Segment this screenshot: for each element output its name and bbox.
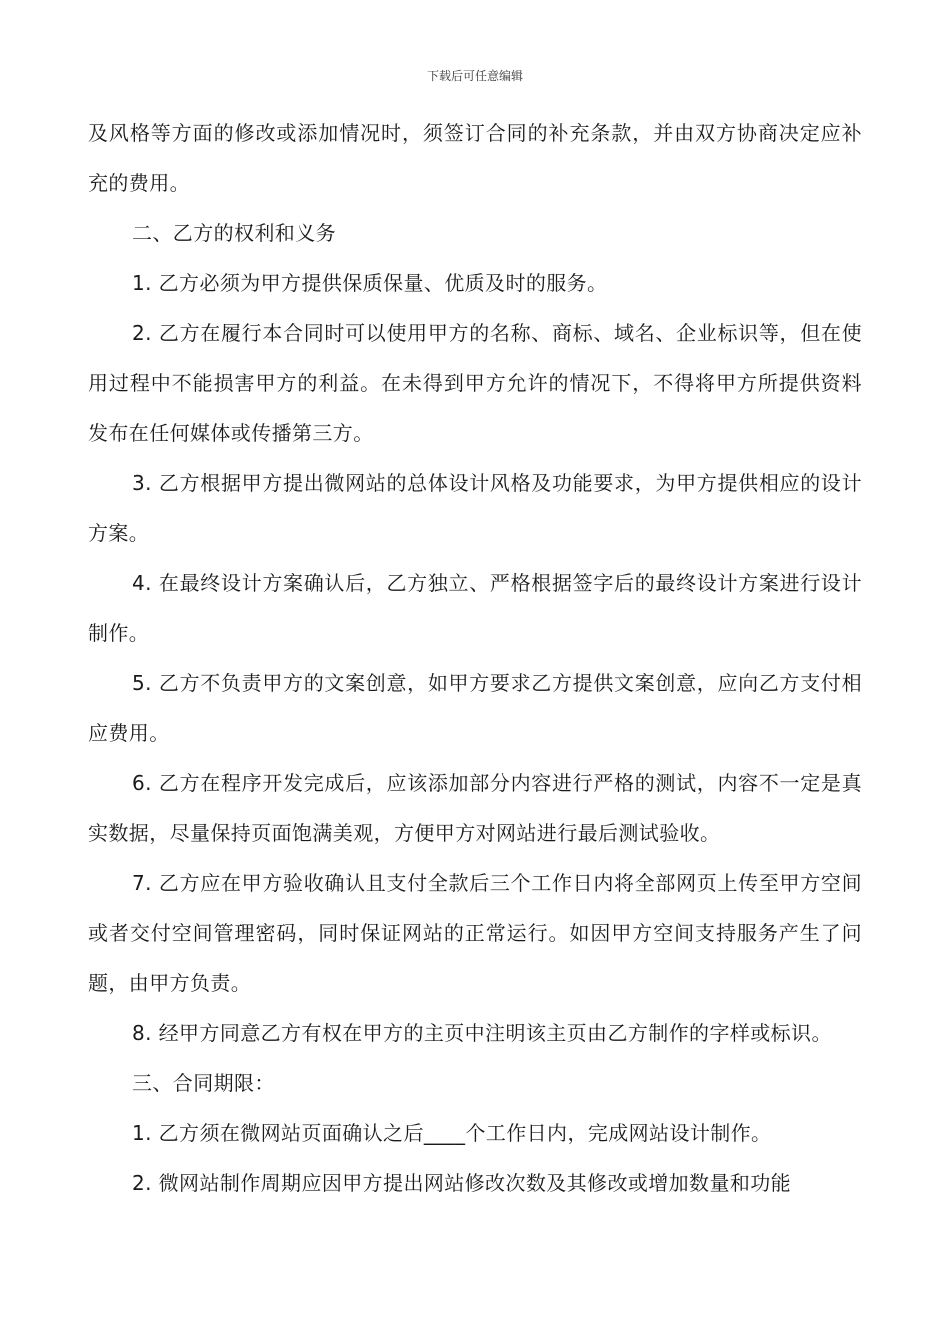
section-heading-party-b-rights: 二、乙方的权利和义务 [132,221,336,245]
page-header: 下载后可任意编辑 [426,69,523,83]
clause-item-4: 4. 在最终设计方案确认后，乙方独立、严格根据签字后的最终设计方案进行设计制作。 [88,571,862,645]
term-item-1: 1. 乙方须在微网站页面确认之后____个工作日内，完成网站设计制作。 [132,1121,772,1145]
clause-item-8: 8. 经甲方同意乙方有权在甲方的主页中注明该主页由乙方制作的字样或标识。 [132,1021,832,1045]
section-heading-contract-term: 三、合同期限： [132,1071,275,1095]
term-item-2: 2. 微网站制作周期应因甲方提出网站修改次数及其修改或增加数量和功能 [132,1171,792,1195]
clause-item-1: 1. 乙方必须为甲方提供保质保量、优质及时的服务。 [132,271,608,295]
contract-body [88,108,862,1208]
clause-item-3: 3. 乙方根据甲方提出微网站的总体设计风格及功能要求，为甲方提供相应的设计方案。 [88,471,862,545]
clause-item-5: 5. 乙方不负责甲方的文案创意，如甲方要求乙方提供文案创意，应向乙方支付相应费用。 [88,671,862,745]
clause-item-6: 6. 乙方在程序开发完成后，应该添加部分内容进行严格的测试，内容不一定是真实数据，尽量保持页面饱满美观，方便甲方对网站进行最后测试验收。 [88,771,862,845]
paragraph-continuation: 及风格等方面的修改或添加情况时，须签订合同的补充条款，并由双方协商决定应补充的费用。 [88,121,862,195]
clause-item-7: 7. 乙方应在甲方验收确认且支付全款后三个工作日内将全部网页上传至甲方空间或者交付空间管理密码，同时保证网站的正常运行。如因甲方空间支持服务产生了问题，由甲方负责。 [88,871,862,995]
clause-item-2: 2. 乙方在履行本合同时可以使用甲方的名称、商标、域名、企业标识等，但在使用过程中不能损害甲方的利益。在未得到甲方允许的情况下，不得将甲方所提供资料发布在任何媒体或传播第三方。 [88,321,862,445]
